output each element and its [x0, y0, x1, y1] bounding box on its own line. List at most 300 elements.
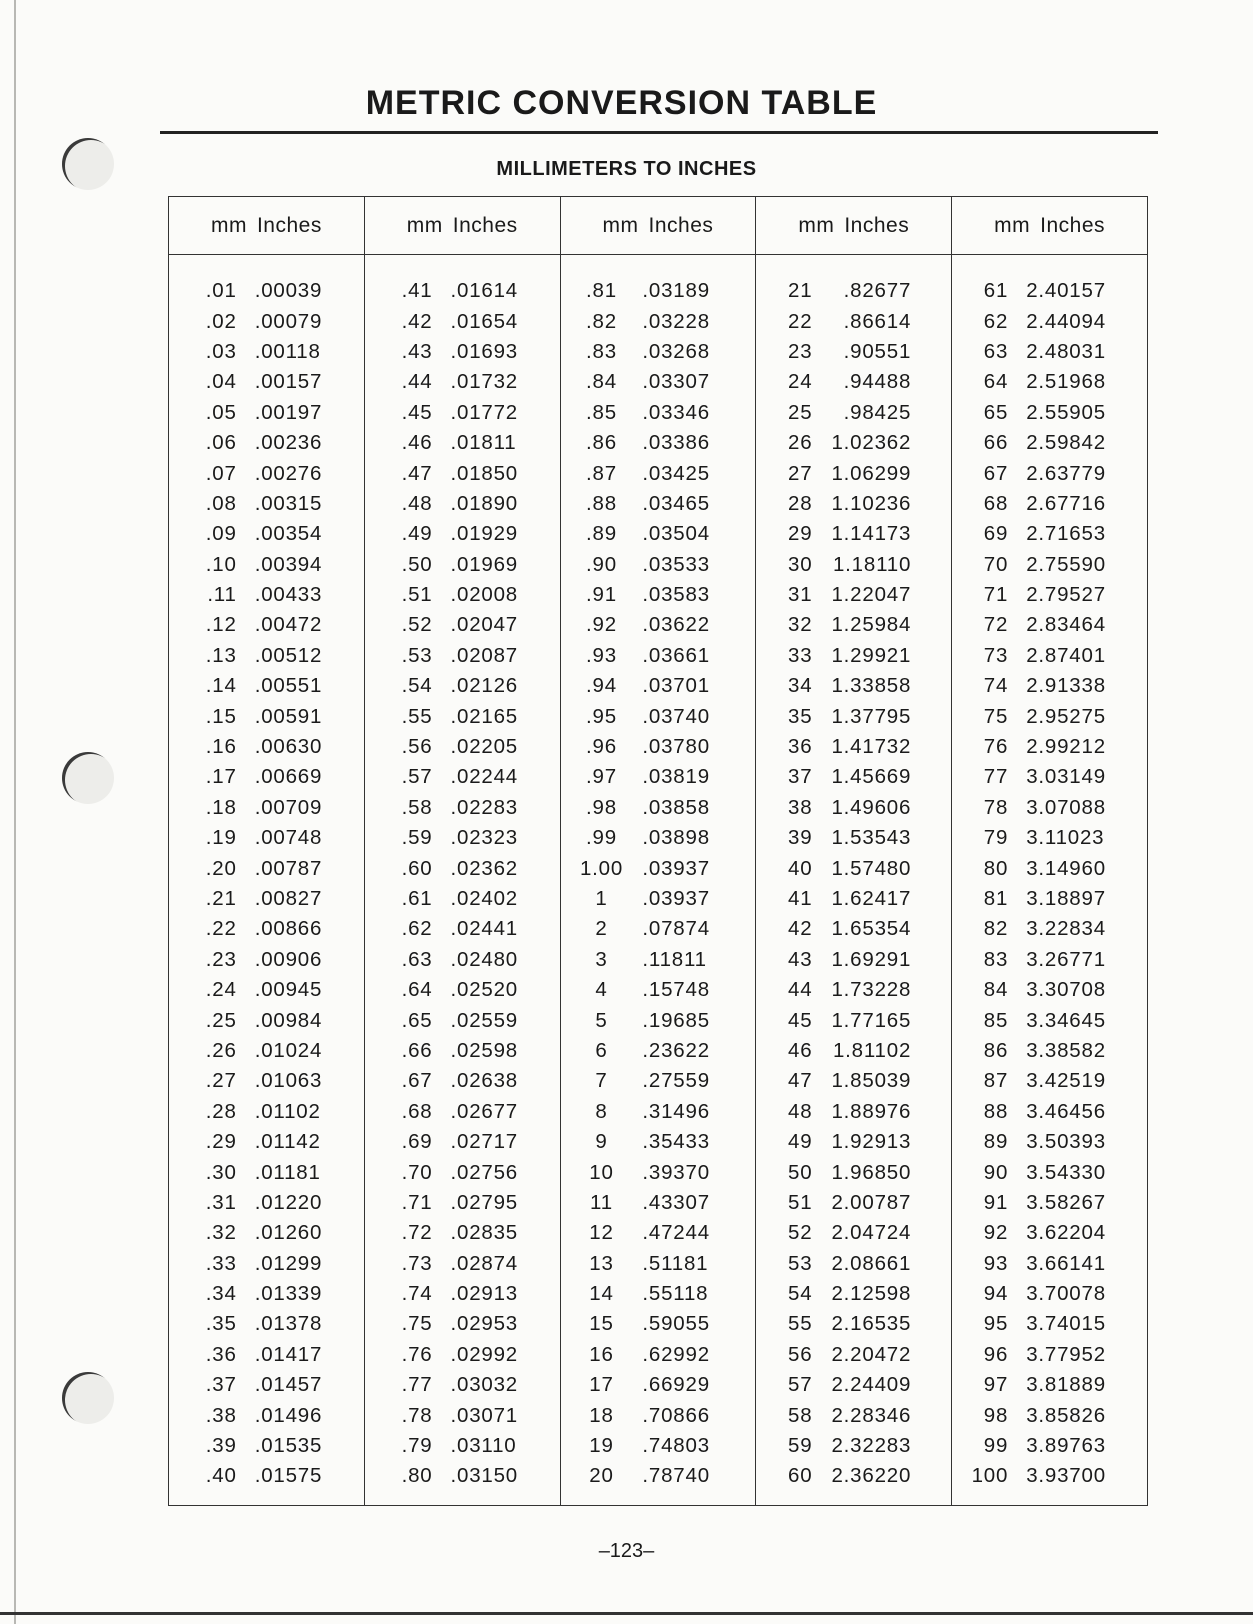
inches-value: .03740 — [642, 704, 710, 728]
mm-value: .44 — [401, 370, 433, 394]
mm-value: .14 — [205, 674, 237, 698]
mm-value: 18 — [589, 1403, 614, 1427]
inches-value: .00866 — [254, 917, 323, 941]
inches-value: .00512 — [254, 643, 323, 667]
inches-value: .01732 — [450, 370, 519, 394]
inches-value: 2.12598 — [831, 1282, 912, 1306]
mm-value: .36 — [205, 1342, 237, 1366]
mm-value: .69 — [401, 1130, 433, 1154]
table-row — [756, 671, 951, 701]
table-row — [365, 1218, 560, 1248]
mm-value: 34 — [788, 674, 813, 698]
table-row — [169, 793, 364, 823]
table-row — [365, 1340, 560, 1370]
table-row — [756, 306, 951, 336]
mm-value: .86 — [586, 431, 617, 455]
inches-value: 2.91338 — [1026, 674, 1106, 698]
table-column-2 — [365, 197, 561, 1505]
inches-value: .03937 — [642, 856, 710, 880]
mm-value: 57 — [788, 1373, 813, 1397]
mm-value: .88 — [586, 491, 617, 515]
mm-value: .90 — [586, 552, 617, 576]
table-row — [756, 975, 951, 1005]
table-row — [561, 1309, 756, 1339]
mm-value: .26 — [205, 1038, 237, 1062]
mm-value: 19 — [589, 1434, 614, 1458]
mm-value: 71 — [983, 583, 1009, 607]
table-row — [561, 519, 756, 549]
mm-value: .60 — [401, 856, 433, 880]
mm-value: .52 — [401, 613, 433, 637]
mm-value: .08 — [205, 491, 237, 515]
inches-value: 3.34645 — [1026, 1008, 1106, 1032]
inches-value: .00079 — [254, 309, 323, 333]
inches-value: 1.69291 — [831, 947, 912, 971]
mm-value: 70 — [983, 552, 1009, 576]
mm-value: 50 — [788, 1160, 813, 1184]
table-row — [756, 580, 951, 610]
inches-value: 2.59842 — [1026, 431, 1106, 455]
inches-value: .03622 — [642, 613, 710, 637]
inches-value: .00236 — [254, 431, 323, 455]
inches-value: .01496 — [254, 1403, 323, 1427]
inches-value: 1.06299 — [831, 461, 912, 485]
inches-value: 1.96850 — [831, 1160, 912, 1184]
mm-value: .23 — [205, 947, 237, 971]
table-row — [756, 519, 951, 549]
inches-value: .03937 — [642, 887, 710, 910]
table-row — [756, 1218, 951, 1248]
mm-value: .37 — [205, 1373, 237, 1397]
conversion-table — [168, 196, 1148, 1506]
page-title: METRIC CONVERSION TABLE — [365, 84, 878, 122]
mm-value: 73 — [983, 643, 1009, 667]
table-column-1 — [169, 197, 365, 1505]
table-row — [365, 1400, 560, 1430]
inches-value: 1.57480 — [831, 856, 912, 880]
column-header — [365, 197, 560, 255]
mm-value: .02 — [205, 309, 237, 333]
inches-value: .03465 — [642, 491, 710, 515]
mm-value: .29 — [205, 1130, 237, 1154]
inches-value: 3.85826 — [1026, 1403, 1106, 1427]
table-row — [169, 458, 364, 488]
inches-value: .01299 — [254, 1251, 323, 1275]
mm-value: 83 — [983, 947, 1009, 971]
table-row — [756, 1279, 951, 1309]
inches-value: .00118 — [254, 339, 321, 363]
mm-value: 65 — [983, 400, 1009, 424]
mm-value: 98 — [983, 1403, 1009, 1427]
mm-value: 91 — [983, 1190, 1009, 1214]
table-row — [561, 1431, 756, 1461]
inches-value: 1.37795 — [831, 704, 912, 728]
mm-value: .83 — [586, 339, 617, 363]
inches-value: .78740 — [642, 1464, 710, 1488]
mm-value: 56 — [788, 1342, 813, 1366]
table-row — [756, 489, 951, 519]
mm-value: .39 — [205, 1434, 237, 1458]
table-row — [169, 701, 364, 731]
table-row — [756, 428, 951, 458]
mm-value: .95 — [586, 704, 617, 728]
mm-value: 25 — [788, 400, 813, 424]
mm-value: 90 — [983, 1160, 1009, 1184]
mm-value: .79 — [401, 1434, 433, 1458]
table-row — [952, 580, 1147, 610]
inches-value: .00354 — [254, 522, 323, 546]
table-row — [561, 853, 756, 883]
table-row — [952, 762, 1147, 792]
inches-value: 1.45669 — [831, 765, 912, 789]
mm-value: 51 — [788, 1190, 813, 1214]
mm-value: 15 — [589, 1312, 614, 1336]
inches-value: .00472 — [254, 613, 323, 637]
table-row — [756, 701, 951, 731]
inches-value: 2.36220 — [831, 1464, 912, 1488]
inches-value: .01339 — [254, 1282, 323, 1306]
inches-value: 1.33858 — [831, 674, 912, 698]
table-row — [169, 762, 364, 792]
inches-value: .03504 — [642, 522, 710, 546]
table-row — [952, 945, 1147, 975]
table-row — [365, 823, 560, 853]
mm-value: 53 — [788, 1251, 813, 1275]
mm-value: .70 — [401, 1160, 433, 1184]
table-row — [561, 1461, 756, 1491]
inches-value: 1.29921 — [831, 643, 912, 667]
table-row — [952, 1249, 1147, 1279]
inches-value: 2.75590 — [1026, 552, 1106, 576]
inches-value: .01890 — [450, 491, 519, 515]
table-row — [561, 671, 756, 701]
inches-value: .00709 — [254, 795, 323, 819]
inches-value: .23622 — [642, 1038, 710, 1062]
mm-value: .46 — [401, 431, 433, 455]
inches-value: 1.73228 — [831, 978, 912, 1002]
mm-value: 63 — [983, 339, 1009, 363]
mm-value: 39 — [788, 826, 813, 850]
header-inches: Inches — [844, 213, 910, 237]
table-row — [561, 914, 756, 944]
inches-value: .03819 — [642, 765, 710, 789]
table-row — [756, 914, 951, 944]
mm-value: .04 — [205, 370, 237, 394]
table-row — [365, 1249, 560, 1279]
mm-value: 2 — [595, 917, 608, 941]
mm-value: .18 — [205, 795, 237, 819]
inches-value: .15748 — [642, 978, 710, 1002]
mm-value: .15 — [205, 704, 237, 728]
mm-value: .98 — [586, 795, 617, 819]
mm-value: 62 — [983, 309, 1009, 333]
inches-value: .02323 — [450, 826, 519, 850]
inches-value: .01811 — [450, 431, 517, 455]
inches-value: 2.51968 — [1026, 370, 1106, 394]
mm-value: 92 — [983, 1221, 1009, 1245]
inches-value: .01142 — [254, 1130, 321, 1154]
inches-value: 3.42519 — [1026, 1069, 1106, 1093]
mm-value: .76 — [401, 1342, 433, 1366]
inches-value: 2.16535 — [831, 1312, 912, 1336]
table-row — [952, 914, 1147, 944]
table-row — [561, 762, 756, 792]
inches-value: .01850 — [450, 461, 519, 485]
inches-value: .02992 — [450, 1342, 519, 1366]
mm-value: 35 — [788, 704, 813, 728]
table-row — [952, 610, 1147, 640]
mm-value: .20 — [205, 856, 237, 880]
inches-value: 3.07088 — [1026, 795, 1106, 819]
table-row — [756, 458, 951, 488]
inches-value: .02559 — [450, 1008, 519, 1032]
table-row — [756, 337, 951, 367]
table-row — [169, 1461, 364, 1491]
inches-value: 2.67716 — [1026, 491, 1106, 515]
mm-value: .66 — [401, 1038, 433, 1062]
inches-value: .74803 — [642, 1434, 710, 1458]
table-row — [756, 1097, 951, 1127]
mm-value: 33 — [788, 643, 813, 667]
table-row — [756, 1005, 951, 1035]
mm-value: .92 — [586, 613, 617, 637]
inches-value: 3.54330 — [1026, 1160, 1106, 1184]
mm-value: .73 — [401, 1251, 433, 1275]
inches-value: 1.02362 — [831, 431, 912, 455]
mm-value: 9 — [595, 1130, 608, 1154]
inches-value: .02441 — [450, 917, 519, 941]
table-column-4 — [756, 197, 952, 1505]
mm-value: 8 — [595, 1099, 608, 1123]
inches-value: .00039 — [254, 279, 323, 303]
inches-value: .07874 — [642, 917, 710, 941]
mm-value: 7 — [595, 1069, 608, 1093]
mm-value: 99 — [983, 1434, 1009, 1458]
table-row — [952, 641, 1147, 671]
mm-value: 74 — [983, 674, 1009, 698]
mm-value: 42 — [788, 917, 813, 941]
mm-value: 26 — [788, 431, 813, 455]
mm-value: 14 — [589, 1282, 614, 1306]
inches-value: .03346 — [642, 400, 710, 424]
table-row — [561, 1157, 756, 1187]
inches-value: .00157 — [254, 370, 323, 394]
inches-value: 2.28346 — [831, 1403, 912, 1427]
inches-value: .02165 — [450, 704, 519, 728]
mm-value: 11 — [590, 1190, 613, 1214]
inches-value: .59055 — [642, 1312, 710, 1336]
table-row — [365, 428, 560, 458]
table-row — [365, 1127, 560, 1157]
table-row — [561, 610, 756, 640]
table-row — [756, 1066, 951, 1096]
mm-value: 66 — [983, 431, 1009, 455]
table-row — [952, 853, 1147, 883]
inches-value: 1.65354 — [831, 917, 912, 941]
mm-value: 1 — [595, 887, 608, 910]
mm-value: 77 — [983, 765, 1009, 789]
table-row — [952, 884, 1147, 914]
mm-value: .31 — [205, 1190, 237, 1214]
inches-value: .01260 — [254, 1221, 323, 1245]
header-mm: mm — [798, 213, 835, 237]
mm-value: 23 — [788, 339, 813, 363]
inches-value: .02953 — [450, 1312, 519, 1336]
table-row — [756, 1188, 951, 1218]
inches-value: 2.55905 — [1026, 400, 1106, 424]
mm-value: 4 — [595, 978, 608, 1002]
inches-value: .00984 — [254, 1008, 323, 1032]
table-row — [365, 550, 560, 580]
inches-value: .03898 — [642, 826, 710, 850]
inches-value: 1.92913 — [831, 1130, 912, 1154]
mm-value: .43 — [401, 339, 433, 363]
inches-value: .02520 — [450, 978, 519, 1002]
mm-value: .77 — [401, 1373, 433, 1397]
table-row — [561, 489, 756, 519]
table-row — [952, 428, 1147, 458]
table-row — [756, 641, 951, 671]
mm-value: 88 — [983, 1099, 1009, 1123]
table-row — [561, 1036, 756, 1066]
column-rows — [169, 255, 364, 1492]
inches-value: .00945 — [254, 978, 323, 1002]
mm-value: .51 — [401, 583, 433, 607]
inches-value: 2.00787 — [831, 1190, 912, 1214]
mm-value: 47 — [788, 1069, 813, 1093]
mm-value: .64 — [401, 978, 433, 1002]
table-row — [756, 793, 951, 823]
table-row — [756, 1370, 951, 1400]
inches-value: .00827 — [254, 887, 323, 910]
table-row — [756, 1340, 951, 1370]
mm-value: 76 — [983, 735, 1009, 759]
table-row — [952, 306, 1147, 336]
mm-value: .21 — [205, 887, 237, 910]
column-header — [756, 197, 951, 255]
table-row — [952, 1431, 1147, 1461]
inches-value: 1.85039 — [831, 1069, 912, 1093]
inches-value: .47244 — [642, 1221, 710, 1245]
table-row — [169, 1097, 364, 1127]
table-row — [561, 641, 756, 671]
inches-value: 2.99212 — [1026, 735, 1106, 759]
mm-value: 68 — [983, 491, 1009, 515]
table-row — [561, 337, 756, 367]
inches-value: 3.58267 — [1026, 1190, 1106, 1214]
inches-value: 3.81889 — [1026, 1373, 1106, 1397]
table-row — [365, 1370, 560, 1400]
inches-value: 3.30708 — [1026, 978, 1106, 1002]
header-inches: Inches — [648, 213, 714, 237]
mm-value: .10 — [205, 552, 237, 576]
inches-value: .02717 — [450, 1130, 519, 1154]
table-row — [365, 701, 560, 731]
inches-value: 2.71653 — [1026, 522, 1106, 546]
inches-value: .94488 — [843, 370, 912, 394]
page-number: –123– — [598, 1540, 655, 1562]
mm-value: 43 — [788, 947, 813, 971]
column-rows — [561, 255, 756, 1492]
table-row — [169, 1340, 364, 1370]
table-row — [756, 853, 951, 883]
mm-value: .33 — [205, 1251, 237, 1275]
table-row — [169, 550, 364, 580]
table-row — [756, 823, 951, 853]
table-row — [952, 458, 1147, 488]
table-row — [952, 1036, 1147, 1066]
table-row — [561, 793, 756, 823]
inches-value: .03386 — [642, 431, 710, 455]
inches-value: .03701 — [642, 674, 710, 698]
table-row — [952, 1157, 1147, 1187]
mm-value: .24 — [205, 978, 237, 1002]
table-row — [169, 580, 364, 610]
mm-value: .28 — [205, 1099, 237, 1123]
inches-value: .62992 — [642, 1342, 710, 1366]
mm-value: .85 — [586, 400, 617, 424]
mm-value: 22 — [788, 309, 813, 333]
mm-value: 44 — [788, 978, 813, 1002]
mm-value: .74 — [401, 1282, 433, 1306]
mm-value: .12 — [205, 613, 237, 637]
table-row — [561, 975, 756, 1005]
table-row — [169, 1279, 364, 1309]
mm-value: 38 — [788, 795, 813, 819]
mm-value: .68 — [401, 1099, 433, 1123]
inches-value: .00669 — [254, 765, 323, 789]
inches-value: 2.40157 — [1026, 279, 1106, 303]
table-row — [756, 1400, 951, 1430]
mm-value: 41 — [788, 887, 813, 910]
inches-value: 3.03149 — [1026, 765, 1106, 789]
table-row — [365, 1005, 560, 1035]
inches-value: .00591 — [254, 704, 323, 728]
mm-value: 64 — [983, 370, 1009, 394]
mm-value: 37 — [788, 765, 813, 789]
mm-value: .99 — [586, 826, 617, 850]
inches-value: .03228 — [642, 309, 710, 333]
inches-value: .90551 — [843, 339, 912, 363]
inches-value: 1.41732 — [831, 735, 912, 759]
table-row — [365, 306, 560, 336]
mm-value: .16 — [205, 735, 237, 759]
table-row — [365, 853, 560, 883]
mm-value: .05 — [205, 400, 237, 424]
inches-value: .00197 — [254, 400, 323, 424]
mm-value: .38 — [205, 1403, 237, 1427]
table-row — [561, 1097, 756, 1127]
mm-value: .96 — [586, 735, 617, 759]
table-row — [952, 1188, 1147, 1218]
table-row — [561, 1249, 756, 1279]
inches-value: 3.93700 — [1026, 1464, 1106, 1488]
table-row — [952, 823, 1147, 853]
inches-value: .03268 — [642, 339, 710, 363]
mm-value: .17 — [205, 765, 237, 789]
mm-value: 59 — [788, 1434, 813, 1458]
table-row — [756, 1249, 951, 1279]
inches-value: 2.79527 — [1026, 583, 1106, 607]
mm-value: .61 — [401, 887, 433, 910]
inches-value: 2.87401 — [1026, 643, 1106, 667]
table-row — [169, 853, 364, 883]
mm-value: .48 — [401, 491, 433, 515]
table-row — [169, 884, 364, 914]
table-row — [365, 337, 560, 367]
mm-value: 97 — [983, 1373, 1009, 1397]
table-row — [169, 367, 364, 397]
